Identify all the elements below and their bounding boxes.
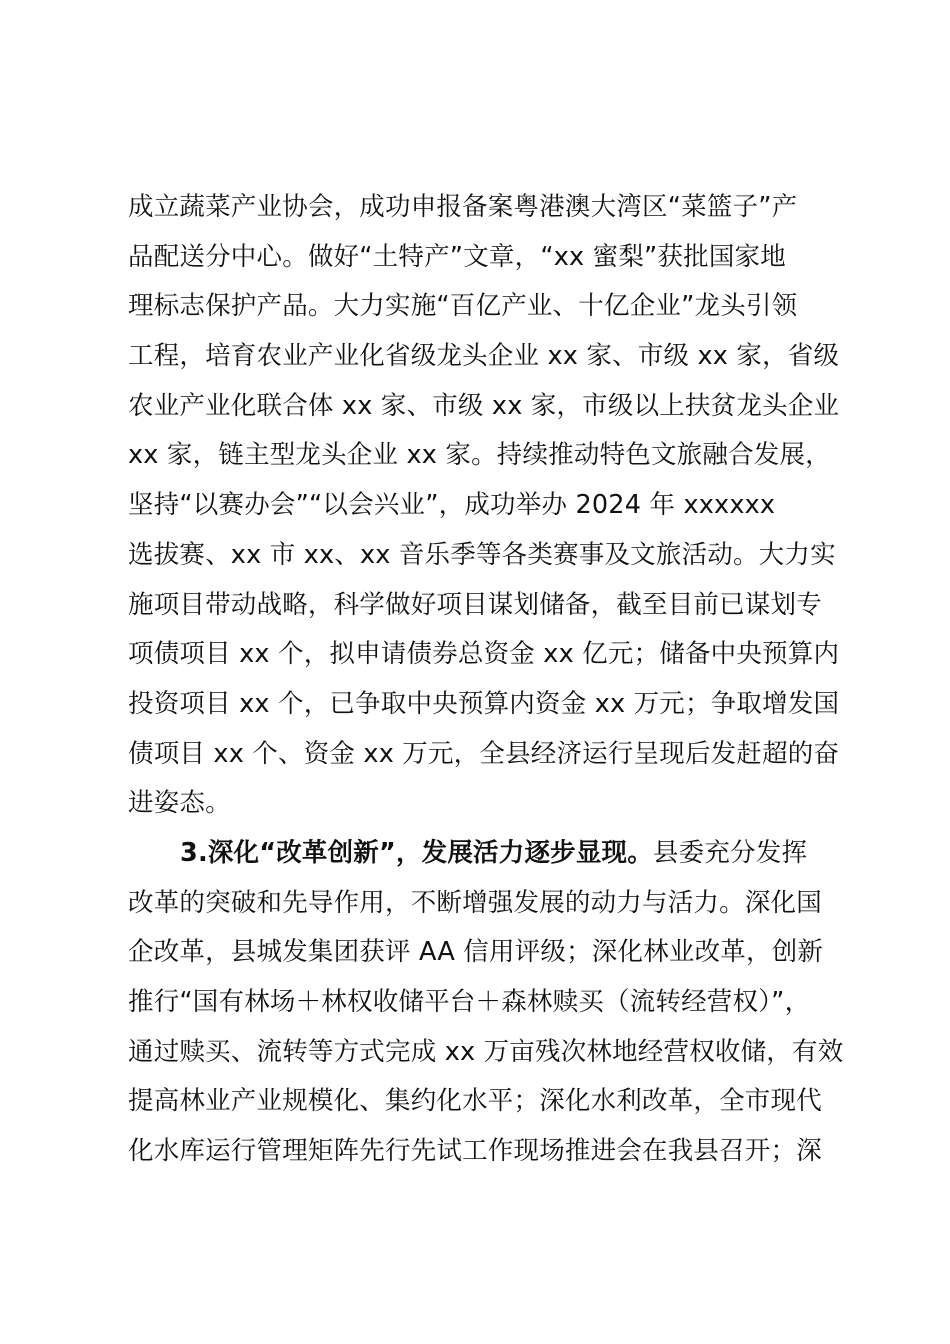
document-body	[128, 183, 844, 1177]
paragraph-line: 投资项目 xx 个，已争取中央预算内资金 xx 万元；争取增发国	[128, 688, 840, 719]
paragraph-line: 施项目带动战略，科学做好项目谋划储备，截至目前已谋划专	[128, 589, 822, 620]
paragraph-line: 坚持“以赛办会”“以会兴业”，成功举办 2024 年 xxxxxx	[128, 490, 776, 521]
paragraph-1	[128, 183, 838, 829]
section-heading: 3.深化“改革创新”，发展活力逐步显现。	[180, 837, 653, 868]
paragraph-line: 化水库运行管理矩阵先行先试工作现场推进会在我县召开；深	[128, 1136, 822, 1167]
paragraph-first-line	[128, 829, 838, 879]
paragraph-line: 企改革，县城发集团获评 AA 信用评级；深化林业改革，创新	[128, 937, 824, 968]
paragraph-line: 选拔赛、xx 市 xx、xx 音乐季等各类赛事及文旅活动。大力实	[128, 539, 836, 570]
paragraph-2	[128, 829, 844, 1177]
paragraph-line: 项债项目 xx 个，拟申请债券总资金 xx 亿元；储备中央预算内	[128, 639, 840, 670]
paragraph-line: 理标志保护产品。大力实施“百亿产业、十亿企业”龙头引领	[128, 291, 798, 322]
paragraph-line: 提高林业产业规模化、集约化水平；深化水利改革，全市现代	[128, 1086, 822, 1117]
paragraph-line: 通过赎买、流转等方式完成 xx 万亩残次林地经营权收储，有效	[128, 1036, 844, 1067]
heading-line-rest: 县委充分发挥	[652, 837, 808, 868]
paragraph-line: 农业产业化联合体 xx 家、市级 xx 家，市级以上扶贫龙头企业	[128, 390, 840, 421]
paragraph-line: 成立蔬菜产业协会，成功申报备案粤港澳大湾区“菜篮子”产	[128, 192, 798, 222]
paragraph-line: 进姿态。	[128, 788, 231, 819]
paragraph-line: xx 家，链主型龙头企业 xx 家。持续推动特色文旅融合发展，	[128, 440, 831, 471]
paragraph-line: 品配送分中心。做好“土特产”文章，“xx 蜜梨”获批国家地	[128, 241, 786, 272]
paragraph-line: 债项目 xx 个、资金 xx 万元，全县经济运行呈现后发赶超的奋	[128, 738, 840, 769]
paragraph-line: 推行“国有林场＋林权收储平台＋森林赎买（流转经营权）”，	[128, 987, 811, 1017]
paragraph-line: 改革的突破和先导作用，不断增强发展的动力与活力。深化国	[128, 887, 822, 918]
paragraph-line: 工程，培育农业产业化省级龙头企业 xx 家、市级 xx 家，省级	[128, 341, 840, 372]
